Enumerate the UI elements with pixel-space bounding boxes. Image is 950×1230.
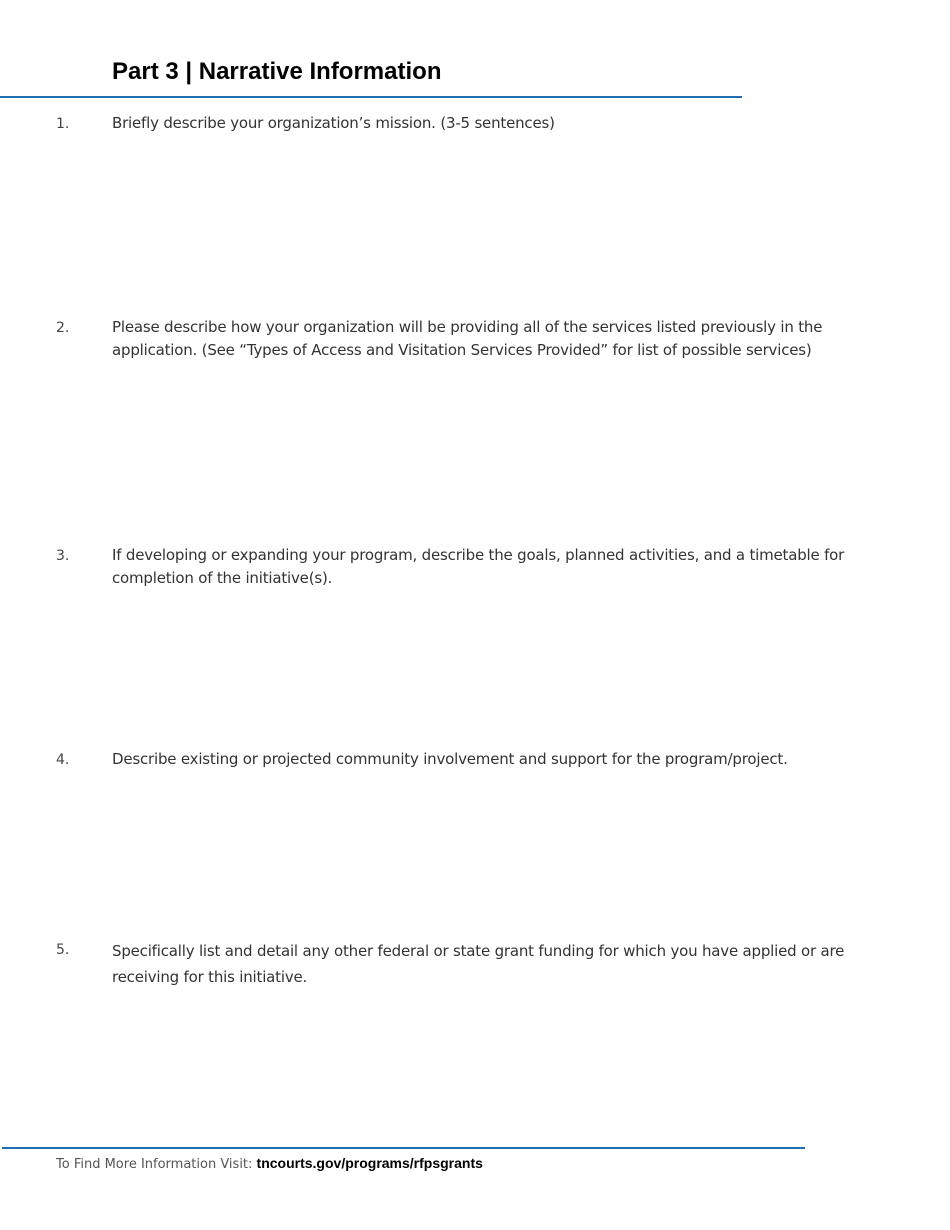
question-text: Please describe how your organization will be providing all of the services listed previously in the application. (See “Types of Access and Visitation Services Provided” for list of possible services): [112, 318, 823, 359]
footer: [56, 1153, 483, 1175]
footer-divider: [2, 1147, 805, 1149]
question-number: 3.: [56, 548, 70, 564]
footer-prefix: To Find More Information Visit:: [56, 1157, 257, 1172]
question-number: 1.: [56, 116, 70, 132]
question-text: Briefly describe your organization’s mission. (3-5 sentences): [112, 114, 555, 132]
question-number: 2.: [56, 320, 70, 336]
title-divider: [0, 96, 742, 98]
question-text: Describe existing or projected community involvement and support for the program/project.: [112, 750, 788, 768]
question-text: If developing or expanding your program, describe the goals, planned activities, and a timetable for completion of the initiative(s).: [112, 546, 845, 587]
footer-link[interactable]: tncourts.gov/programs/rfpsgrants: [256, 1155, 483, 1171]
question-number: 4.: [56, 752, 70, 768]
page-title: Part 3 | Narrative Information: [112, 58, 442, 85]
question-number: 5.: [56, 942, 70, 958]
question-text: Specifically list and detail any other federal or state grant funding for which you have applied or are receiving for this initiative.: [112, 942, 845, 986]
